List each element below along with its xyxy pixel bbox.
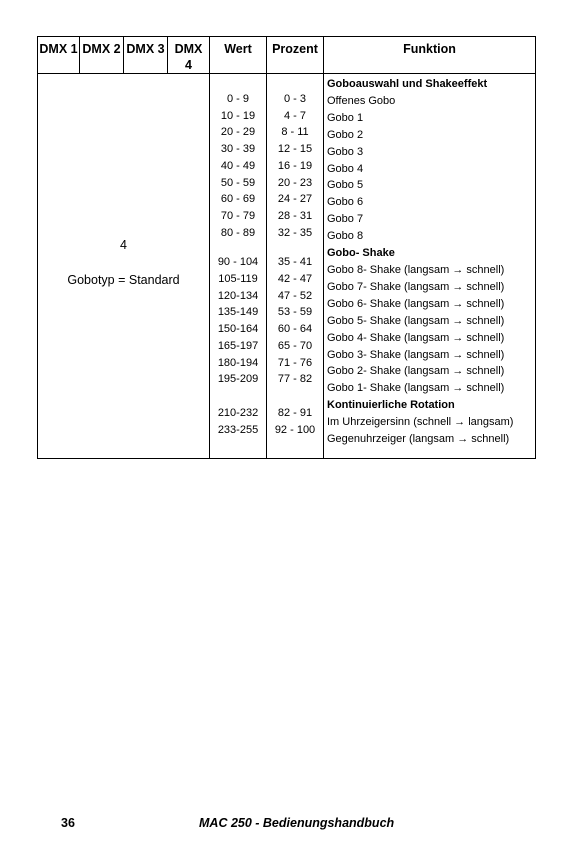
prozent-value: 20 - 23 [277, 176, 313, 189]
wert-value: 30 - 39 [220, 143, 256, 156]
function-section-heading: Gobo- Shake [327, 247, 395, 260]
wert-value: 195-209 [217, 373, 259, 386]
wert-value: 165-197 [217, 339, 259, 352]
prozent-value: 53 - 59 [277, 306, 313, 319]
function-item: Gobo 7 [327, 213, 364, 226]
function-item: Gobo 2 [327, 128, 364, 141]
prozent-value: 60 - 64 [277, 323, 313, 336]
manual-title: MAC 250 - Bedienungshandbuch [199, 816, 395, 830]
function-item: Gobo 7- Shake (langsam → schnell) [327, 280, 505, 293]
channel-number: 4 [120, 238, 127, 252]
prozent-value: 28 - 31 [277, 209, 313, 222]
table-header-row [38, 37, 536, 74]
prozent-value: 92 - 100 [274, 423, 316, 436]
header-prozent: Prozent [267, 37, 324, 74]
function-item: Gobo 1- Shake (langsam → schnell) [327, 382, 505, 395]
wert-value: 135-149 [217, 306, 259, 319]
function-section-heading: Goboauswahl und Shakeeffekt [327, 78, 488, 90]
function-item: Im Uhrzeigersinn (schnell → langsam) [327, 416, 514, 429]
dmx-table [37, 36, 536, 459]
prozent-value: 4 - 7 [283, 109, 306, 122]
header-dmx3: DMX 3 [124, 37, 168, 74]
prozent-value: 24 - 27 [277, 193, 313, 206]
wert-value: 20 - 29 [220, 126, 256, 139]
header-dmx4: DMX 4 [168, 37, 210, 74]
wert-column [210, 74, 267, 459]
wert-value: 40 - 49 [220, 159, 256, 172]
wert-value: 105-119 [218, 273, 258, 286]
wert-value: 50 - 59 [220, 176, 256, 189]
header-wert: Wert [210, 37, 267, 74]
wert-value: 180-194 [217, 356, 259, 369]
wert-value: 60 - 69 [220, 193, 256, 206]
wert-value: 90 - 104 [217, 256, 259, 269]
prozent-value: 42 - 47 [277, 273, 313, 286]
wert-value: 120-134 [217, 289, 259, 302]
channel-cell [38, 74, 210, 459]
function-item: Gobo 8- Shake (langsam → schnell) [327, 263, 505, 276]
table-body-row [38, 74, 536, 459]
prozent-value: 35 - 41 [277, 256, 313, 269]
function-item: Gobo 4 [327, 162, 364, 175]
function-item: Gobo 5 [327, 179, 364, 192]
function-item: Gobo 4- Shake (langsam → schnell) [327, 331, 505, 344]
gobo-type: Gobotyp = Standard [67, 273, 180, 287]
page-number: 36 [61, 816, 75, 830]
wert-value: 0 - 9 [226, 93, 249, 105]
prozent-value: 77 - 82 [277, 373, 313, 386]
wert-value: 210-232 [217, 406, 259, 419]
prozent-value: 65 - 70 [277, 339, 313, 352]
header-dmx1: DMX 1 [38, 37, 80, 74]
function-item: Offenes Gobo [327, 94, 396, 107]
header-dmx2: DMX 2 [80, 37, 124, 74]
prozent-value: 0 - 3 [283, 93, 306, 105]
prozent-value: 16 - 19 [277, 159, 313, 172]
funktion-column [324, 74, 536, 459]
function-item: Gobo 3- Shake (langsam → schnell) [327, 348, 505, 361]
function-item: Gegenuhrzeiger (langsam → schnell) [327, 433, 510, 446]
header-funktion: Funktion [324, 37, 536, 74]
prozent-value: 71 - 76 [277, 356, 313, 369]
function-item: Gobo 1 [327, 111, 364, 124]
wert-value: 70 - 79 [220, 209, 256, 222]
wert-value: 80 - 89 [220, 226, 256, 239]
function-item: Gobo 8 [327, 230, 364, 243]
prozent-value: 8 - 11 [281, 126, 309, 139]
function-item: Gobo 2- Shake (langsam → schnell) [327, 365, 505, 378]
function-item: Gobo 6 [327, 196, 364, 209]
function-item: Gobo 6- Shake (langsam → schnell) [327, 297, 505, 310]
prozent-value: 12 - 15 [277, 143, 313, 156]
prozent-value: 82 - 91 [277, 406, 313, 419]
wert-value: 150-164 [217, 323, 259, 336]
wert-value: 233-255 [217, 423, 259, 436]
function-item: Gobo 3 [327, 145, 364, 158]
function-section-heading: Kontinuierliche Rotation [327, 399, 455, 412]
function-item: Gobo 5- Shake (langsam → schnell) [327, 314, 505, 327]
prozent-value: 32 - 35 [277, 226, 313, 239]
wert-value: 10 - 19 [220, 109, 256, 122]
prozent-value: 47 - 52 [277, 289, 313, 302]
prozent-column [267, 74, 324, 459]
